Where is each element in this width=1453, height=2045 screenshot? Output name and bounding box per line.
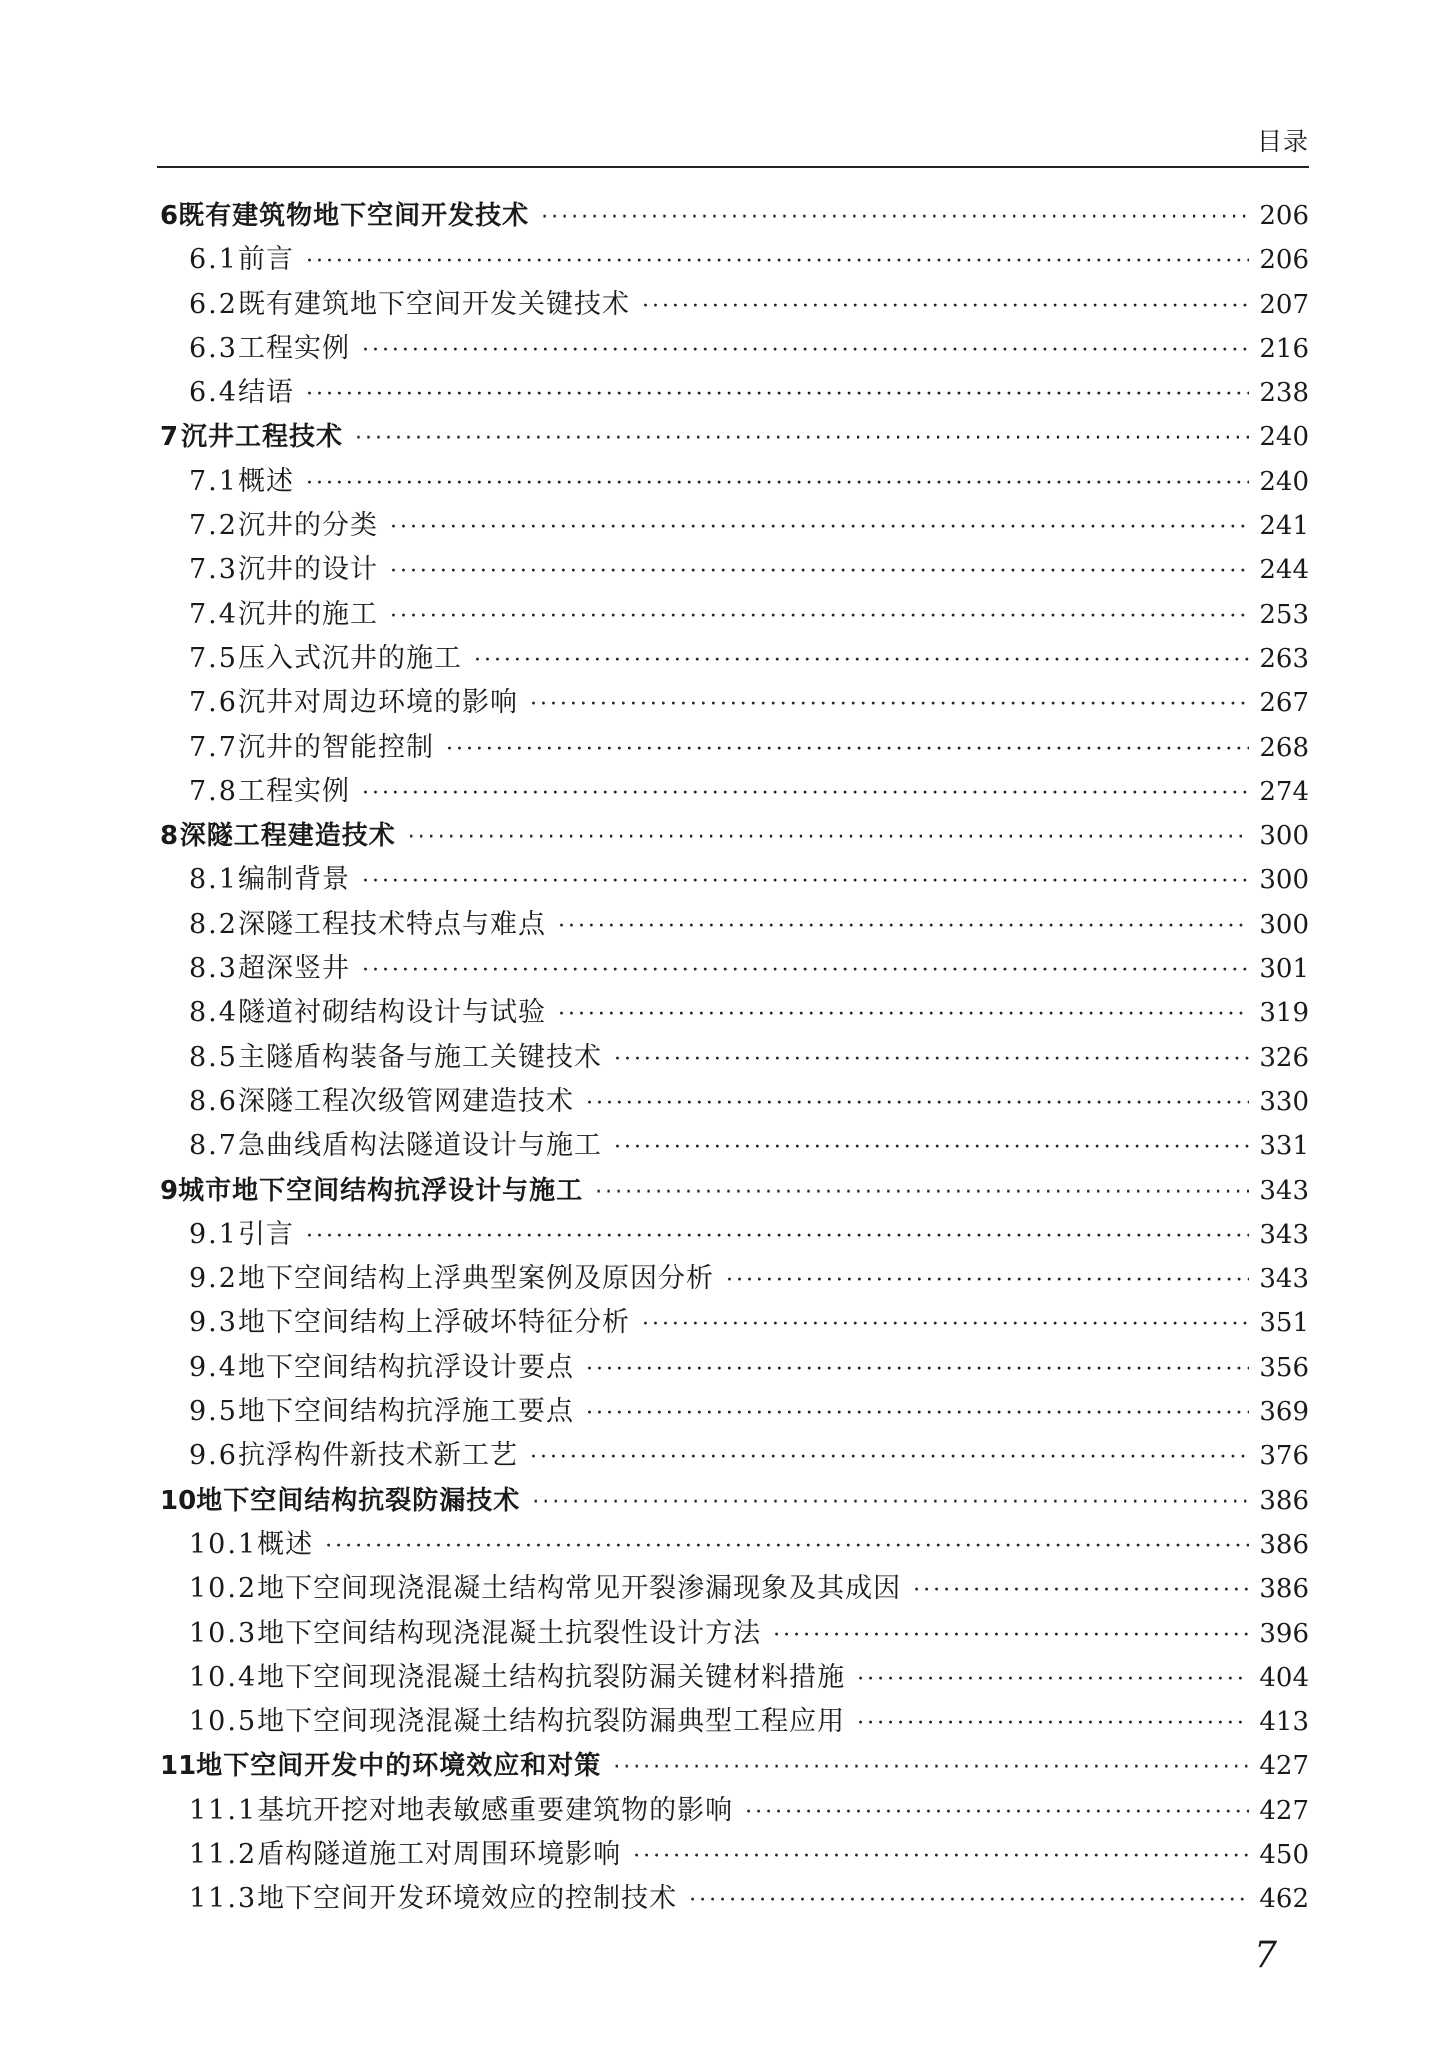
toc-section-row [160, 726, 1309, 770]
toc-section-row [160, 1523, 1309, 1567]
dot-leader [586, 1082, 1249, 1126]
toc-entry-number: 8.1 [189, 864, 238, 896]
toc-entry-number: 9.4 [189, 1351, 238, 1383]
toc-entry-number: 7.6 [189, 687, 238, 719]
toc-section-row [160, 903, 1309, 947]
toc-entry-page: 343 [1259, 1175, 1309, 1206]
toc-entry-page: 267 [1259, 688, 1309, 719]
dot-leader [530, 1436, 1249, 1480]
toc-entry-title: 地下空间结构上浮破坏特征分析 [237, 1307, 630, 1339]
toc-entry-number: 10 [160, 1485, 197, 1516]
dot-leader [541, 196, 1249, 240]
toc-section-row [160, 1301, 1309, 1345]
toc-entry-page: 404 [1259, 1662, 1309, 1693]
toc-entry-number: 8.7 [189, 1130, 238, 1162]
toc-section-row [160, 1036, 1309, 1080]
toc-entry-title: 主隧盾构装备与施工关键技术 [237, 1041, 602, 1073]
toc-entry-number: 9.6 [189, 1440, 238, 1472]
dot-leader [362, 329, 1249, 373]
toc-entry-page: 376 [1259, 1441, 1309, 1472]
toc-section-row [160, 371, 1309, 415]
toc-entry-number: 7.7 [189, 731, 238, 763]
toc-entry-title: 隧道衬砌结构设计与试验 [237, 997, 546, 1029]
toc-entry-page: 326 [1259, 1042, 1309, 1073]
toc-entry-page: 319 [1259, 998, 1309, 1029]
toc-chapter-row [160, 1744, 1309, 1788]
toc-entry-title: 地下空间结构抗浮施工要点 [237, 1396, 574, 1428]
toc-entry-page: 343 [1259, 1264, 1309, 1295]
dot-leader [773, 1614, 1249, 1658]
toc-entry-number: 9.5 [189, 1396, 238, 1428]
toc-entry-number: 7.4 [189, 598, 238, 630]
toc-section-row [160, 593, 1309, 637]
toc-section-row [160, 1213, 1309, 1257]
toc-entry-page: 369 [1259, 1397, 1309, 1428]
toc-entry-number: 7.1 [189, 465, 238, 497]
toc-section-row [160, 681, 1309, 725]
toc-entry-page: 253 [1259, 599, 1309, 630]
dot-leader [446, 728, 1249, 772]
running-header: 目录 [1256, 127, 1309, 156]
toc-entry-title: 基坑开挖对地表敏感重要建筑物的影响 [257, 1794, 734, 1826]
toc-entry-number: 7.3 [189, 554, 238, 586]
dot-leader [390, 595, 1249, 639]
toc-section-row [160, 1612, 1309, 1656]
toc-entry-title: 既有建筑地下空间开发关键技术 [237, 288, 630, 320]
toc-entry-title: 急曲线盾构法隧道设计与施工 [237, 1130, 602, 1162]
toc-entry-number: 7 [160, 422, 179, 453]
toc-entry-title: 地下空间结构上浮典型案例及原因分析 [237, 1263, 714, 1295]
toc-section-row [160, 947, 1309, 991]
toc-entry-title: 地下空间现浇混凝土结构抗裂防漏关键材料措施 [257, 1661, 846, 1693]
toc-entry-number: 7.5 [189, 642, 238, 674]
toc-entry-page: 216 [1259, 333, 1309, 364]
dot-leader [633, 1835, 1249, 1879]
toc-entry-title: 压入式沉井的施工 [237, 642, 462, 674]
toc-entry-page: 240 [1259, 466, 1309, 497]
header-rule [157, 166, 1309, 168]
toc-section-row [160, 637, 1309, 681]
toc-entry-title: 沉井的智能控制 [237, 731, 434, 763]
toc-entry-title: 结语 [237, 377, 294, 409]
toc-entry-title: 地下空间结构抗浮设计要点 [237, 1351, 574, 1383]
dot-leader [408, 816, 1250, 860]
toc-entry-page: 241 [1259, 511, 1309, 542]
dot-leader [614, 1126, 1249, 1170]
dot-leader [325, 1525, 1249, 1569]
toc-entry-number: 8.4 [189, 997, 238, 1029]
toc-entry-number: 11.3 [189, 1883, 258, 1915]
toc-section-row [160, 991, 1309, 1035]
toc-entry-number: 10.5 [189, 1706, 258, 1738]
toc-entry-number: 8 [160, 821, 179, 852]
toc-entry-page: 300 [1259, 865, 1309, 896]
toc-entry-number: 6 [160, 201, 179, 231]
toc-entry-title: 地下空间开发环境效应的控制技术 [257, 1883, 678, 1915]
dot-leader [726, 1259, 1249, 1303]
dot-leader [642, 285, 1249, 329]
dot-leader [362, 949, 1249, 993]
dot-leader [857, 1658, 1249, 1702]
toc-entry-page: 356 [1259, 1352, 1309, 1383]
dot-leader [306, 240, 1249, 284]
dot-leader [362, 772, 1249, 816]
toc-section-row [160, 858, 1309, 902]
dot-leader [642, 1303, 1249, 1347]
toc-entry-title: 地下空间现浇混凝土结构抗裂防漏典型工程应用 [257, 1706, 846, 1738]
toc-entry-title: 沉井对周边环境的影响 [237, 687, 518, 719]
toc-section-row [160, 283, 1309, 327]
dot-leader [390, 506, 1249, 550]
toc-entry-page: 330 [1259, 1086, 1309, 1117]
toc-section-row [160, 1567, 1309, 1611]
toc-entry-number: 10.3 [189, 1617, 258, 1649]
table-of-contents [160, 194, 1309, 1922]
toc-entry-title: 工程实例 [237, 775, 350, 807]
toc-entry-page: 240 [1259, 422, 1309, 453]
toc-entry-page: 386 [1259, 1574, 1309, 1605]
toc-entry-page: 268 [1259, 732, 1309, 763]
toc-section-row [160, 548, 1309, 592]
toc-entry-page: 386 [1259, 1529, 1309, 1560]
toc-entry-page: 351 [1259, 1308, 1309, 1339]
dot-leader [306, 1215, 1249, 1259]
toc-entry-title: 深隧工程建造技术 [179, 821, 396, 852]
dot-leader [532, 1481, 1249, 1525]
dot-leader [362, 860, 1249, 904]
toc-section-row [160, 327, 1309, 371]
toc-section-row [160, 1700, 1309, 1744]
dot-leader [355, 417, 1249, 461]
toc-entry-number: 10.4 [189, 1661, 258, 1693]
toc-entry-number: 9.3 [189, 1307, 238, 1339]
toc-entry-number: 8.3 [189, 953, 238, 985]
dot-leader [390, 550, 1249, 594]
page-number: 7 [1254, 1935, 1277, 1976]
toc-entry-title: 既有建筑物地下空间开发技术 [178, 201, 530, 231]
toc-entry-page: 244 [1259, 555, 1309, 586]
toc-entry-title: 地下空间开发中的环境效应和对策 [196, 1751, 602, 1782]
dot-leader [530, 683, 1249, 727]
toc-entry-page: 331 [1259, 1131, 1309, 1162]
toc-entry-number: 11.2 [189, 1838, 258, 1870]
toc-entry-title: 深隧工程技术特点与难点 [237, 908, 546, 940]
toc-entry-page: 206 [1259, 201, 1309, 231]
toc-entry-page: 413 [1259, 1707, 1309, 1738]
toc-entry-title: 城市地下空间结构抗浮设计与施工 [178, 1175, 584, 1206]
toc-entry-page: 300 [1259, 821, 1309, 852]
toc-entry-page: 427 [1259, 1751, 1309, 1782]
toc-entry-number: 9 [160, 1175, 179, 1206]
toc-entry-number: 6.4 [189, 377, 238, 409]
toc-entry-title: 地下空间结构现浇混凝土抗裂性设计方法 [257, 1617, 762, 1649]
toc-section-row [160, 1080, 1309, 1124]
toc-entry-title: 概述 [237, 465, 294, 497]
toc-entry-number: 6.1 [189, 244, 238, 276]
toc-entry-page: 207 [1259, 289, 1309, 320]
toc-entry-number: 9.2 [189, 1263, 238, 1295]
toc-section-row [160, 1346, 1309, 1390]
toc-section-row [160, 1877, 1309, 1921]
toc-entry-number: 7.2 [189, 510, 238, 542]
toc-entry-title: 抗浮构件新技术新工艺 [237, 1440, 518, 1472]
toc-chapter-row [160, 194, 1309, 238]
toc-entry-title: 沉井的设计 [237, 554, 378, 586]
toc-section-row [160, 1390, 1309, 1434]
toc-entry-title: 地下空间现浇混凝土结构常见开裂渗漏现象及其成因 [257, 1573, 902, 1605]
dot-leader [586, 1392, 1249, 1436]
toc-section-row [160, 1124, 1309, 1168]
dot-leader [745, 1791, 1249, 1835]
toc-entry-title: 超深竖井 [237, 953, 350, 985]
toc-entry-title: 概述 [257, 1528, 314, 1560]
toc-entry-title: 地下空间结构抗裂防漏技术 [196, 1485, 521, 1516]
toc-entry-number: 11 [160, 1751, 197, 1782]
toc-entry-page: 427 [1259, 1795, 1309, 1826]
dot-leader [913, 1569, 1249, 1613]
toc-entry-number: 10.1 [189, 1528, 258, 1560]
toc-chapter-row [160, 415, 1309, 459]
toc-entry-page: 301 [1259, 954, 1309, 985]
toc-section-row [160, 1789, 1309, 1833]
toc-section-row [160, 460, 1309, 504]
toc-chapter-row [160, 1479, 1309, 1523]
toc-entry-number: 6.2 [189, 288, 238, 320]
toc-entry-number: 8.5 [189, 1041, 238, 1073]
toc-entry-page: 274 [1259, 776, 1309, 807]
toc-section-row [160, 1656, 1309, 1700]
dot-leader [595, 1171, 1249, 1215]
toc-entry-title: 引言 [237, 1218, 294, 1250]
dot-leader [613, 1746, 1249, 1790]
toc-entry-number: 10.2 [189, 1573, 258, 1605]
toc-entry-title: 沉井的分类 [237, 510, 378, 542]
dot-leader [586, 1348, 1249, 1392]
toc-entry-title: 前言 [237, 244, 294, 276]
toc-section-row [160, 504, 1309, 548]
dot-leader [558, 905, 1249, 949]
toc-entry-page: 396 [1259, 1618, 1309, 1649]
dot-leader [689, 1879, 1249, 1923]
toc-chapter-row [160, 1169, 1309, 1213]
toc-entry-page: 300 [1259, 909, 1309, 940]
toc-entry-title: 工程实例 [237, 332, 350, 364]
dot-leader [306, 462, 1249, 506]
toc-chapter-row [160, 814, 1309, 858]
toc-entry-page: 206 [1259, 245, 1309, 276]
dot-leader [614, 1038, 1249, 1082]
toc-entry-page: 386 [1259, 1485, 1309, 1516]
toc-entry-number: 8.2 [189, 908, 238, 940]
toc-entry-number: 7.8 [189, 775, 238, 807]
toc-entry-number: 9.1 [189, 1218, 238, 1250]
toc-entry-number: 8.6 [189, 1085, 238, 1117]
dot-leader [558, 993, 1249, 1037]
toc-entry-page: 343 [1259, 1219, 1309, 1250]
toc-entry-page: 238 [1259, 378, 1309, 409]
dot-leader [857, 1702, 1249, 1746]
toc-entry-title: 深隧工程次级管网建造技术 [237, 1085, 574, 1117]
toc-entry-title: 沉井工程技术 [181, 422, 344, 453]
toc-entry-title: 编制背景 [237, 864, 350, 896]
toc-entry-page: 263 [1259, 643, 1309, 674]
toc-entry-title: 盾构隧道施工对周围环境影响 [257, 1838, 622, 1870]
toc-section-row [160, 1833, 1309, 1877]
toc-section-row [160, 1434, 1309, 1478]
dot-leader [306, 373, 1249, 417]
toc-section-row [160, 1257, 1309, 1301]
dot-leader [474, 639, 1249, 683]
toc-entry-number: 11.1 [189, 1794, 258, 1826]
toc-entry-page: 450 [1259, 1839, 1309, 1870]
toc-section-row [160, 238, 1309, 282]
toc-entry-page: 462 [1259, 1884, 1309, 1915]
toc-entry-title: 沉井的施工 [237, 598, 378, 630]
toc-section-row [160, 770, 1309, 814]
toc-entry-number: 6.3 [189, 332, 238, 364]
